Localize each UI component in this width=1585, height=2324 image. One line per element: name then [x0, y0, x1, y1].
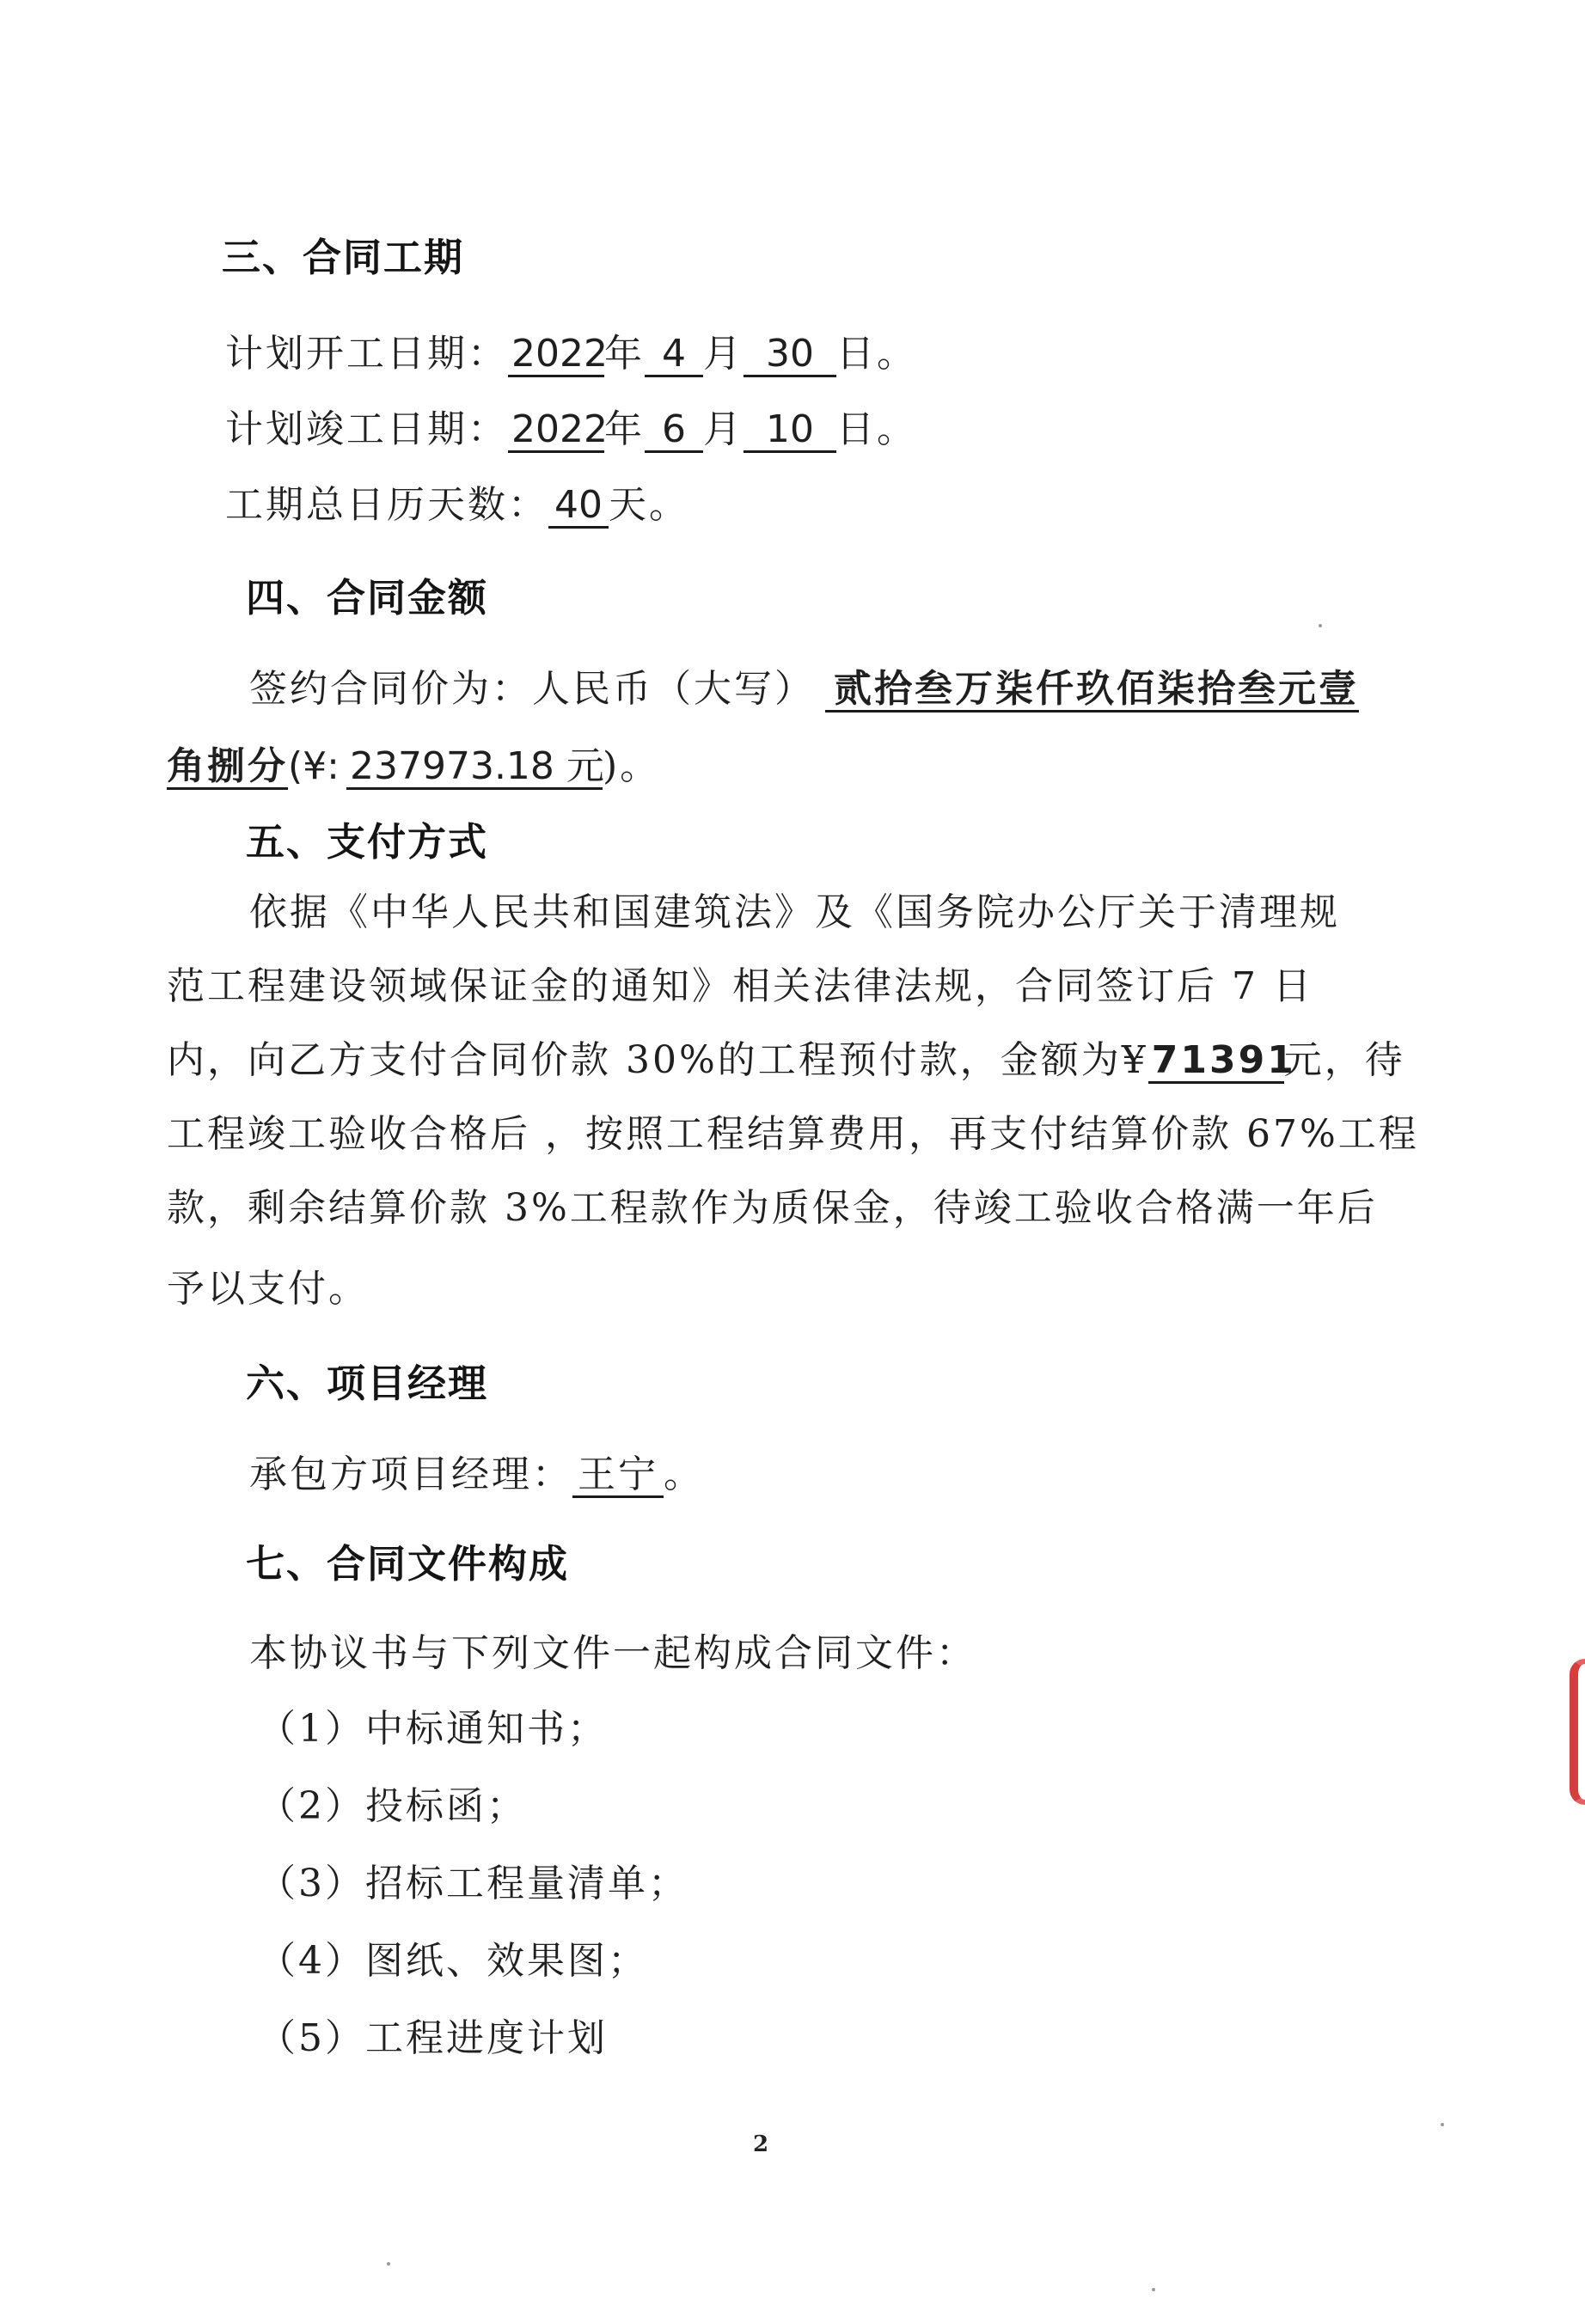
- payment-line-3-suffix: 元，待: [1283, 1038, 1405, 1082]
- contract-documents-intro: 本协议书与下列文件一起构成合同文件：: [249, 1631, 976, 1675]
- total-suffix: 天。: [609, 483, 689, 527]
- section-4-heading: 四、合同金额: [246, 575, 489, 621]
- end-day: 10: [744, 409, 836, 453]
- amount-in-words-part-1: 贰拾叁万柒仟玖佰柒拾叁元壹: [825, 669, 1359, 712]
- end-year-suffix: 年: [604, 407, 645, 451]
- section-7-heading: 七、合同文件构成: [246, 1541, 570, 1587]
- section-6-heading: 六、项目经理: [246, 1361, 489, 1406]
- payment-line-4: 工程竣工验收合格后 ，按照工程结算费用，再支付结算价款 67%工程: [167, 1112, 1419, 1156]
- page-number: 2: [753, 2131, 769, 2157]
- amount-num-prefix: (¥:: [288, 744, 340, 788]
- contract-document-item: （2）投标函；: [258, 1784, 527, 1828]
- project-manager-name: 王宁: [572, 1454, 664, 1498]
- start-year-suffix: 年: [604, 332, 645, 376]
- start-day-suffix: 日。: [836, 332, 917, 376]
- prepayment-amount: 71391: [1148, 1040, 1284, 1084]
- end-month: 6: [645, 409, 703, 453]
- end-day-suffix: 日。: [836, 407, 917, 451]
- start-month-suffix: 月: [703, 332, 744, 376]
- amount-numeric: 237973.18 元: [346, 746, 603, 790]
- scan-speck: [1441, 2123, 1444, 2126]
- payment-line-3: [167, 1037, 1405, 1085]
- end-month-suffix: 月: [703, 407, 744, 451]
- scan-speck: [1152, 2288, 1155, 2291]
- start-day: 30: [744, 333, 836, 377]
- seal-stamp-fragment: [1570, 1659, 1585, 1805]
- payment-line-5: 款，剩余结算价款 3%工程款作为质保金，待竣工验收合格满一年后: [167, 1186, 1378, 1230]
- contract-document-item: （1）中标通知书；: [258, 1707, 608, 1751]
- amount-num-suffix: )。: [602, 744, 661, 788]
- planned-completion-date: [225, 406, 917, 454]
- start-label: 计划开工日期：: [225, 332, 508, 376]
- project-manager-line: [249, 1451, 704, 1499]
- total-label: 工期总日历天数：: [225, 483, 548, 527]
- total-calendar-days: [225, 481, 689, 529]
- project-manager-suffix: 。: [664, 1452, 704, 1496]
- scan-speck: [1319, 624, 1322, 627]
- start-month: 4: [645, 333, 703, 377]
- payment-line-3-prefix: 内，向乙方支付合同价款 30%的工程预付款，金额为¥: [167, 1038, 1148, 1082]
- end-label: 计划竣工日期：: [225, 407, 508, 451]
- contract-document-item: （3）招标工程量清单；: [258, 1862, 688, 1905]
- contract-price-line-2: [167, 743, 660, 791]
- contract-document-item: （5）工程进度计划: [258, 2016, 608, 2060]
- scan-speck: [387, 2262, 390, 2266]
- contract-document-item: （4）图纸、效果图；: [258, 1939, 648, 1983]
- payment-line-1: 依据《中华人民共和国建筑法》及《国务院办公厅关于清理规: [249, 890, 1340, 934]
- payment-line-2: 范工程建设领域保证金的通知》相关法律法规，合同签订后 7 日: [167, 964, 1313, 1008]
- total-days: 40: [548, 485, 609, 529]
- project-manager-label: 承包方项目经理：: [249, 1452, 572, 1496]
- section-3-heading: 三、合同工期: [222, 235, 465, 280]
- contract-price-prefix: 签约合同价为：人民币（大写）: [249, 667, 815, 711]
- start-year: 2022: [508, 333, 604, 377]
- payment-line-6: 予以支付。: [167, 1267, 369, 1311]
- amount-in-words-part-2: 角捌分: [167, 744, 288, 788]
- section-5-heading: 五、支付方式: [246, 819, 489, 865]
- planned-start-date: [225, 330, 917, 378]
- end-year: 2022: [508, 409, 604, 453]
- contract-price-line-1: [249, 665, 1359, 713]
